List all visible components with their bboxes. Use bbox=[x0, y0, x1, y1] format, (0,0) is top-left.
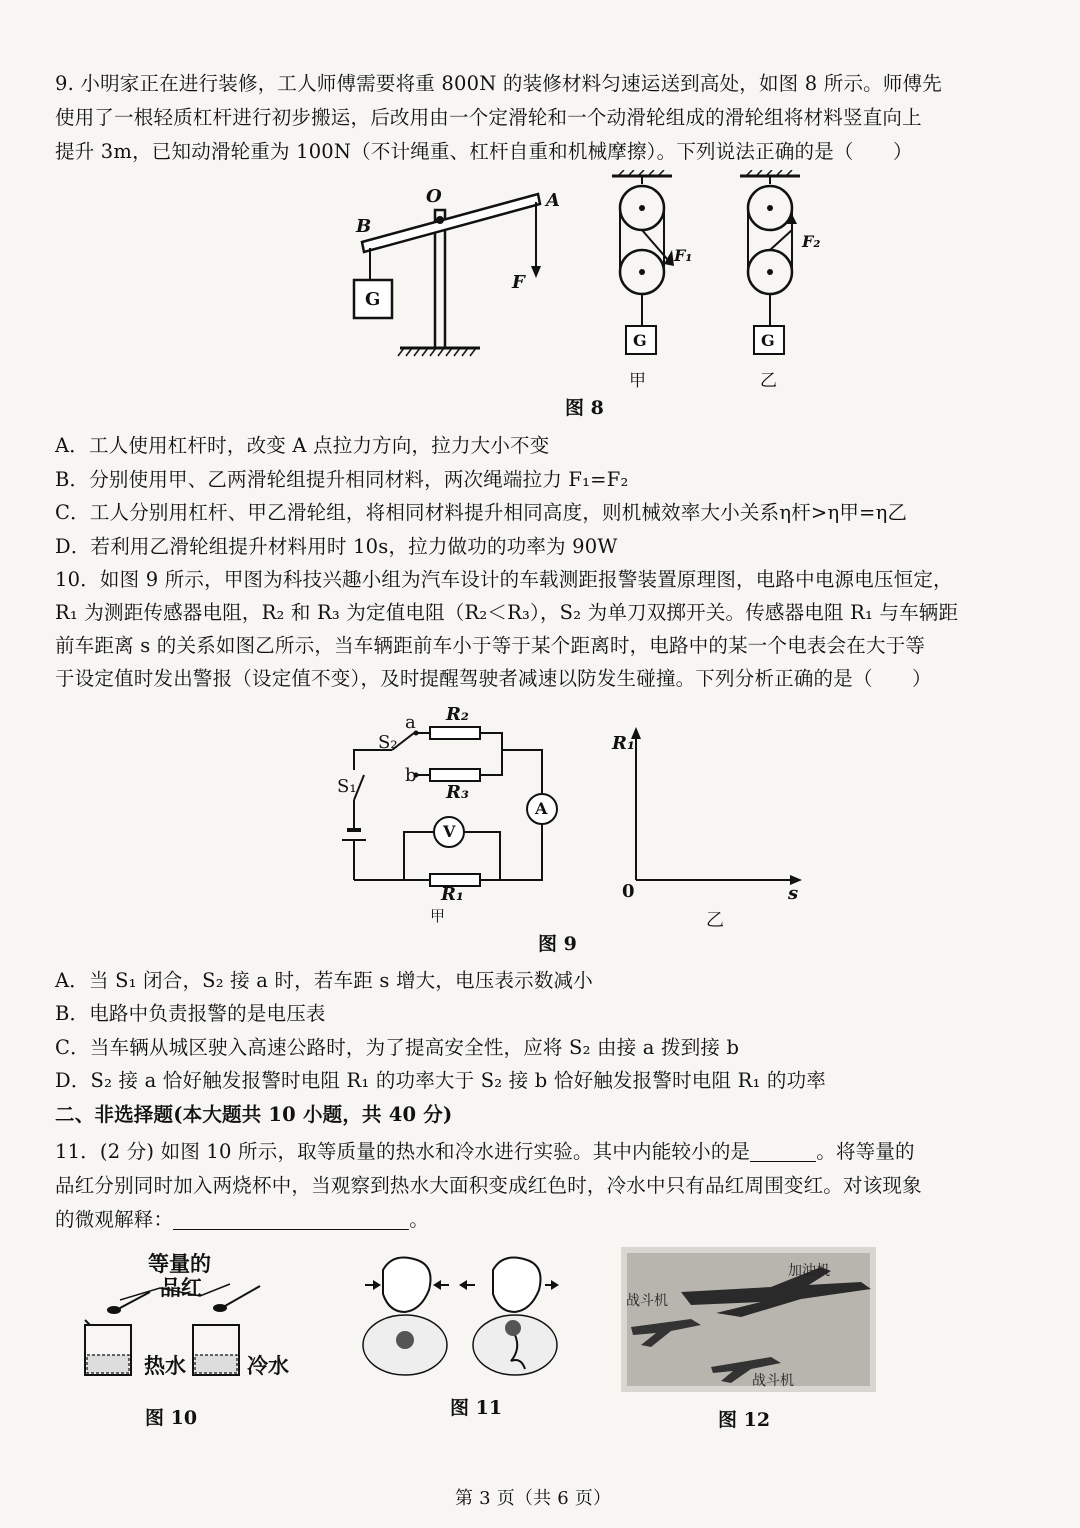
circuit-label-a: a bbox=[405, 712, 416, 733]
pulley-jia-label: 甲 bbox=[629, 371, 646, 391]
q11-blank-2[interactable] bbox=[173, 1209, 409, 1230]
lever-label-a: A bbox=[546, 190, 560, 211]
figure-8-caption: 图 8 bbox=[565, 397, 604, 419]
q11-line-3 bbox=[55, 1206, 1030, 1234]
figure-11-caption: 图 11 bbox=[450, 1397, 503, 1419]
circuit-label-r2: R₂ bbox=[446, 704, 469, 725]
q11-line-1a: 11．(2 分) 如图 10 所示，取等质量的热水和冷水进行实验。其中内能较小的是 bbox=[55, 1140, 751, 1163]
lever-label-f: F bbox=[512, 272, 525, 293]
q9-option-c: C．工人分别用杠杆、甲乙滑轮组，将相同材料提升相同高度，则机械效率大小关系η杆>η甲=η乙 bbox=[55, 501, 908, 524]
q9-option-d: D．若利用乙滑轮组提升材料用时 10s，拉力做功的功率为 90W bbox=[55, 535, 618, 558]
circuit-label-s1: S₁ bbox=[337, 776, 357, 797]
fig10-label-top1: 等量的 bbox=[148, 1251, 211, 1276]
q9-line-2: 使用了一根轻质杠杆进行初步搬运，后改用由一个定滑轮和一个动滑轮组成的滑轮组将材料竖直向上 bbox=[55, 106, 922, 129]
q11-line-3b: 。 bbox=[409, 1208, 429, 1231]
fig12-fighter2-label: 战斗机 bbox=[752, 1373, 794, 1389]
lever-label-g: G bbox=[365, 289, 381, 310]
pulley-jia-weight-label: G bbox=[633, 331, 647, 350]
fig12-tanker-label: 加油机 bbox=[788, 1263, 830, 1279]
pulley-jia-force-label: F₁ bbox=[674, 246, 693, 265]
page-footer: 第 3 页（共 6 页） bbox=[455, 1488, 612, 1509]
circuit-label-r3: R₃ bbox=[446, 782, 469, 803]
q11-line-3a: 的微观解释： bbox=[55, 1208, 174, 1231]
q9-option-a: A．工人使用杠杆时，改变 A 点拉力方向，拉力大小不变 bbox=[55, 434, 550, 457]
figure-10-caption: 图 10 bbox=[145, 1407, 198, 1429]
circuit-jia-label: 甲 bbox=[430, 907, 446, 925]
graph-origin-label: 0 bbox=[622, 881, 635, 902]
aircraft-photo bbox=[621, 1247, 876, 1392]
q9-line-1: 9. 小明家正在进行装修，工人师傅需要将重 800N 的装修材料匀速运送到高处，如图 8 所示。师傅先 bbox=[55, 72, 942, 95]
lever-diagram bbox=[340, 180, 580, 360]
q10-option-a: A．当 S₁ 闭合，S₂ 接 a 时，若车距 s 增大，电压表示数减小 bbox=[55, 969, 593, 992]
pulley-yi-diagram bbox=[726, 170, 836, 365]
q10-line-4: 于设定值时发出警报（设定值不变），及时提醒驾驶者减速以防发生碰撞。下列分析正确的是（ ） bbox=[55, 667, 932, 690]
fig10-label-top2: 品红 bbox=[160, 1275, 202, 1300]
graph-x-label: s bbox=[788, 883, 799, 904]
circuit-label-r1: R₁ bbox=[441, 884, 464, 905]
q10-option-c: C．当车辆从城区驶入高速公路时，为了提高安全性，应将 S₂ 由接 a 拨到接 b bbox=[55, 1036, 740, 1059]
q9-option-b: B．分别使用甲、乙两滑轮组提升相同材料，两次绳端拉力 F₁=F₂ bbox=[55, 468, 629, 491]
fig10-cold-water-label: 冷水 bbox=[247, 1353, 289, 1378]
graph-y-label: R₁ bbox=[612, 733, 635, 754]
q11-blank-1[interactable] bbox=[750, 1141, 816, 1162]
section-2-heading: 二、非选择题(本大题共 10 小题，共 40 分) bbox=[55, 1103, 453, 1126]
pulley-yi-label: 乙 bbox=[760, 371, 777, 391]
lever-label-o: O bbox=[426, 186, 442, 207]
q10-option-d: D．S₂ 接 a 恰好触发报警时电阻 R₁ 的功率大于 S₂ 接 b 恰好触发报警时电阻 R₁ 的功率 bbox=[55, 1069, 826, 1092]
hands-glass-diagram bbox=[345, 1240, 570, 1385]
voltmeter-label: V bbox=[443, 822, 456, 841]
fig10-hot-water-label: 热水 bbox=[144, 1353, 186, 1378]
circuit-label-b: b bbox=[405, 765, 417, 786]
q10-line-3: 前车距离 s 的关系如图乙所示，当车辆距前车小于等于某个距离时，电路中的某一个电表会在大于等 bbox=[55, 634, 926, 657]
fig12-fighter1-label: 战斗机 bbox=[626, 1293, 668, 1309]
graph-yi-label: 乙 bbox=[706, 910, 724, 931]
q10-line-1: 10．如图 9 所示，甲图为科技兴趣小组为汽车设计的车载测距报警装置原理图，电路中电源电压恒定， bbox=[55, 568, 953, 591]
q9-line-3: 提升 3m，已知动滑轮重为 100N（不计绳重、杠杆自重和机械摩擦）。下列说法正确的是（ ） bbox=[55, 140, 913, 163]
pulley-yi-weight-label: G bbox=[761, 331, 775, 350]
q11-line-1 bbox=[55, 1138, 1030, 1166]
figure-9-caption: 图 9 bbox=[538, 933, 577, 955]
figure-12-caption: 图 12 bbox=[718, 1409, 771, 1431]
circuit-label-s2: S₂ bbox=[378, 732, 398, 753]
q11-line-2: 品红分别同时加入两烧杯中，当观察到热水大面积变成红色时，冷水中只有品红周围变红。对该现象 bbox=[55, 1174, 922, 1197]
ammeter-label: A bbox=[535, 799, 548, 818]
lever-label-b: B bbox=[356, 216, 372, 237]
q11-line-1b: 。将等量的 bbox=[816, 1140, 915, 1163]
pulley-yi-force-label: F₂ bbox=[802, 232, 821, 251]
q10-line-2: R₁ 为测距传感器电阻，R₂ 和 R₃ 为定值电阻（R₂＜R₃），S₂ 为单刀双掷开关。传感器电阻 R₁ 与车辆距 bbox=[55, 601, 959, 624]
r1-vs-s-graph bbox=[620, 725, 810, 890]
q10-option-b: B．电路中负责报警的是电压表 bbox=[55, 1002, 326, 1025]
